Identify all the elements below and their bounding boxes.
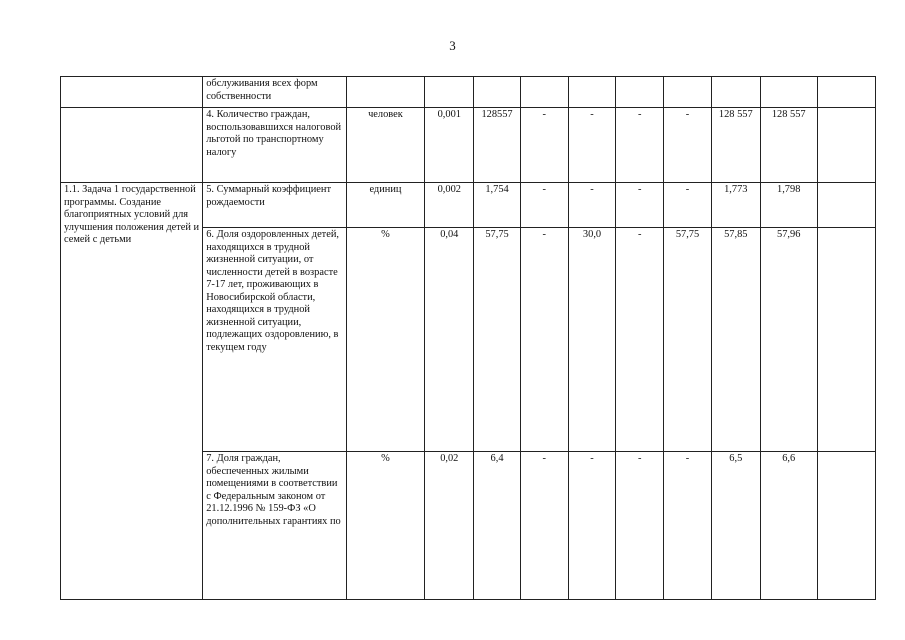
task-cell: 1.1. Задача 1 государственной программы. Создание благоприятных условий для улучшения положения детей и семей с детьми [61, 183, 203, 600]
value-cell [817, 183, 875, 228]
table-row [61, 183, 876, 228]
value-cell: 57,75 [664, 228, 712, 452]
unit-cell [346, 77, 425, 108]
value-cell: 57,96 [760, 228, 817, 452]
value-cell: 128 557 [711, 108, 760, 183]
page-number: 3 [449, 38, 456, 53]
base-value-cell: 57,75 [474, 228, 521, 452]
value-cell: - [664, 183, 712, 228]
value-cell: - [568, 452, 616, 600]
unit-cell: % [346, 452, 425, 600]
unit-cell: человек [346, 108, 425, 183]
value-cell: - [568, 183, 616, 228]
value-cell: - [616, 183, 664, 228]
value-cell: 1,773 [711, 183, 760, 228]
value-cell: - [664, 108, 712, 183]
unit-cell: единиц [346, 183, 425, 228]
value-cell: - [520, 108, 568, 183]
value-cell: - [520, 183, 568, 228]
value-cell: 1,798 [760, 183, 817, 228]
indicator-cell: 4. Количество граждан, воспользовавшихся налоговой льготой по транспортному налогу [203, 108, 346, 183]
value-cell [817, 77, 875, 108]
weight-cell [425, 77, 474, 108]
table-row [61, 77, 876, 108]
value-cell [760, 77, 817, 108]
base-value-cell: 128557 [474, 108, 521, 183]
value-cell [817, 452, 875, 600]
value-cell: 6,6 [760, 452, 817, 600]
weight-cell: 0,02 [425, 452, 474, 600]
value-cell: 6,5 [711, 452, 760, 600]
weight-cell: 0,001 [425, 108, 474, 183]
value-cell: 57,85 [711, 228, 760, 452]
value-cell: - [520, 228, 568, 452]
task-cell [61, 108, 203, 183]
value-cell [817, 108, 875, 183]
indicator-cell: 5. Суммарный коэффициент рождаемости [203, 183, 346, 228]
value-cell [711, 77, 760, 108]
value-cell: - [520, 452, 568, 600]
value-cell: 128 557 [760, 108, 817, 183]
indicator-cell: 7. Доля граждан, обеспеченных жилыми помещениями в соответствии с Федеральным законом от 21.12.1996 № 159-ФЗ «О дополнительных гарантиях по [203, 452, 346, 600]
indicator-cell: обслуживания всех форм собственности [203, 77, 346, 108]
indicators-table [60, 76, 876, 600]
value-cell: - [616, 108, 664, 183]
base-value-cell: 6,4 [474, 452, 521, 600]
unit-cell: % [346, 228, 425, 452]
task-cell [61, 77, 203, 108]
value-cell: - [664, 452, 712, 600]
value-cell [568, 77, 616, 108]
value-cell: 30,0 [568, 228, 616, 452]
base-value-cell: 1,754 [474, 183, 521, 228]
value-cell [616, 77, 664, 108]
base-value-cell [474, 77, 521, 108]
weight-cell: 0,002 [425, 183, 474, 228]
table-row [61, 108, 876, 183]
weight-cell: 0,04 [425, 228, 474, 452]
value-cell: - [568, 108, 616, 183]
indicator-cell: 6. Доля оздоровленных детей, находящихся в трудной жизненной ситуации, от численности детей в возрасте 7-17 лет, проживающих в Новосибирской области, находящихся в трудной жизненной ситуации, подлежащих оздоровлению, в текущем году [203, 228, 346, 452]
value-cell [664, 77, 712, 108]
value-cell: - [616, 452, 664, 600]
value-cell: - [616, 228, 664, 452]
value-cell [520, 77, 568, 108]
value-cell [817, 228, 875, 452]
